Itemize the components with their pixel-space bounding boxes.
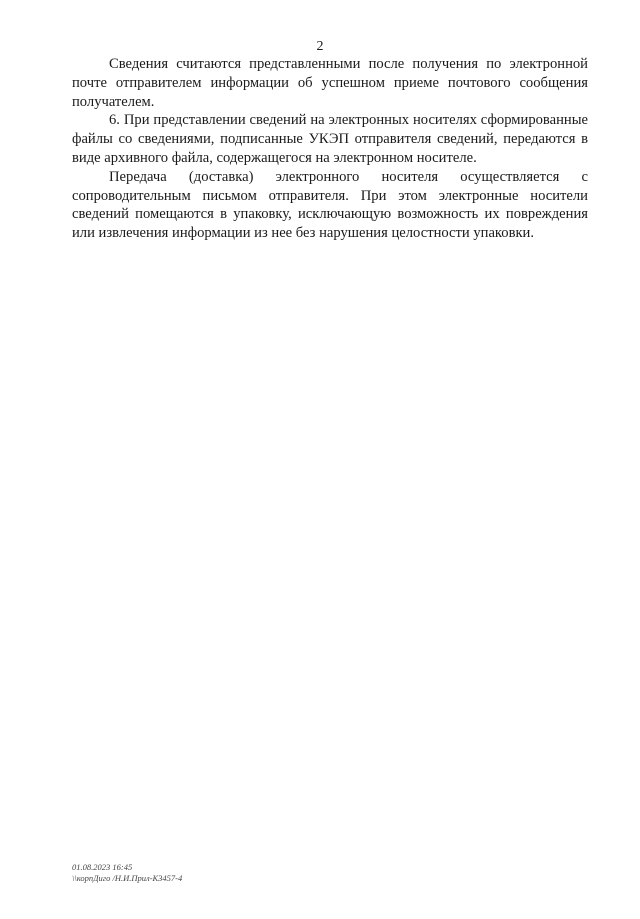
- paragraph-email-delivery: Сведения считаются представленными после получения по электронной почте отправителем информации об успешном приеме почтового сообщения получателем.: [72, 56, 588, 110]
- footer-file-path: \\корпДиго /Н.И.Прил-К3457-4: [72, 872, 183, 883]
- paragraph-electronic-media: 6. При представлении сведений на электронных носителях сформированные файлы со сведениями, подписанные УКЭП отправителя сведений, передаются в виде архивного файла, содержащегося на электронном носителе.: [72, 112, 588, 166]
- paragraph-media-transfer: Передача (доставка) электронного носителя осуществляется с сопроводительным письмом отправителя. При этом электронные носители сведений помещаются в упаковку, исключающую возможность их повреждения или извлечения информации из нее без нарушения целостности упаковки.: [72, 168, 588, 242]
- document-body: [72, 55, 588, 243]
- page-number: 2: [316, 39, 324, 54]
- document-footer: [72, 862, 182, 883]
- footer-timestamp: 01.08.2023 16:45: [72, 862, 133, 872]
